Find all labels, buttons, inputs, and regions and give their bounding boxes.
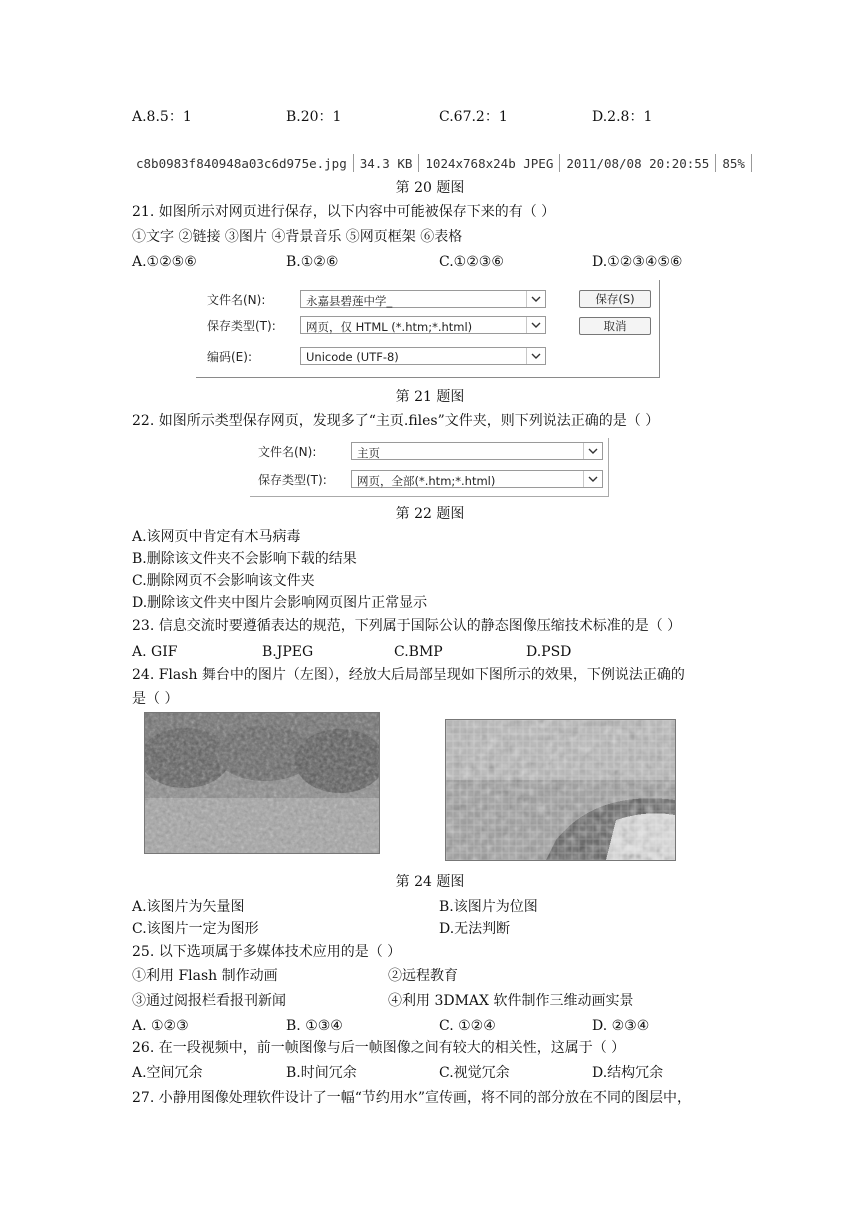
q24-option-c: C.该图片一定为图形 xyxy=(132,921,259,937)
save-dialog-q21 xyxy=(196,280,660,378)
type-value: 网页，全部(*.htm;*.html) xyxy=(357,474,496,488)
q26-stem: 26. 在一段视频中，前一帧图像与后一帧图像之间有较大的相关性，这属于（ ） xyxy=(132,1040,626,1056)
file-info-size: 34.3 KB xyxy=(359,155,413,171)
q25-item-1: ①利用 Flash 制作动画 xyxy=(132,968,278,984)
q22-option-d: D.删除该文件夹中图片会影响网页图片正常显示 xyxy=(132,595,428,611)
chevron-down-icon[interactable] xyxy=(583,443,602,459)
q25-option-c: C. ①②④ xyxy=(439,1018,496,1034)
q20-option-d: D.2.8：1 xyxy=(592,109,653,125)
type-label: 保存类型(T): xyxy=(207,319,276,333)
file-info-filename: c8b0983f840948a03c6d975e.jpg xyxy=(136,155,347,171)
q26-option-a: A.空间冗余 xyxy=(132,1065,203,1081)
q26-option-c: C.视觉冗余 xyxy=(439,1065,510,1081)
save-button[interactable]: 保存(S) xyxy=(579,290,651,308)
q25-option-d: D. ②③④ xyxy=(592,1018,650,1034)
q23-option-d: D.PSD xyxy=(526,644,572,660)
file-info-format: 1024x768x24b JPEG xyxy=(425,155,554,171)
encoding-label: 编码(E): xyxy=(207,350,252,364)
chevron-down-icon[interactable] xyxy=(526,291,545,307)
type-value: 网页，仅 HTML (*.htm;*.html) xyxy=(306,320,473,334)
q25-item-4: ④利用 3DMAX 软件制作三维动画实景 xyxy=(388,993,634,1009)
q24-stem-line2: 是（ ） xyxy=(132,691,179,707)
chevron-down-icon[interactable] xyxy=(583,471,602,487)
q23-option-a: A. GIF xyxy=(132,644,178,660)
encoding-combo[interactable] xyxy=(300,347,546,365)
encoding-value: Unicode (UTF-8) xyxy=(306,350,399,364)
file-info-datetime: 2011/08/08 20:20:55 xyxy=(566,155,710,171)
q25-option-a: A. ①②③ xyxy=(132,1018,189,1034)
chevron-down-icon[interactable] xyxy=(526,317,545,333)
q22-option-b: B.删除该文件夹不会影响下载的结果 xyxy=(132,551,357,567)
file-info-zoom: 85% xyxy=(722,155,745,171)
cancel-button[interactable]: 取消 xyxy=(579,317,651,335)
save-dialog-q22 xyxy=(250,438,609,497)
q24-option-a: A.该图片为矢量图 xyxy=(132,899,245,915)
file-info-bar xyxy=(130,152,752,174)
q24-stem-line1: 24. Flash 舞台中的图片（左图），经放大后局部呈现如下图所示的效果，下例说法正确的 xyxy=(132,667,685,683)
q21-option-b: B.①②⑥ xyxy=(286,254,339,270)
filename-label: 文件名(N): xyxy=(258,445,317,459)
type-combo[interactable] xyxy=(300,316,546,334)
filename-value: 主页 xyxy=(357,446,380,460)
q25-stem: 25. 以下选项属于多媒体技术应用的是（ ） xyxy=(132,944,402,960)
type-combo[interactable] xyxy=(351,470,603,488)
q25-item-2: ②远程教育 xyxy=(388,968,458,984)
type-label: 保存类型(T): xyxy=(258,473,327,487)
q25-option-b: B. ①③④ xyxy=(286,1018,343,1034)
filename-label: 文件名(N): xyxy=(207,293,266,307)
landscape-photo xyxy=(144,712,380,854)
filename-combo[interactable] xyxy=(300,290,546,308)
caption-22: 第 22 题图 xyxy=(395,506,465,522)
q21-option-c: C.①②③⑥ xyxy=(439,254,504,270)
q23-option-b: B.JPEG xyxy=(262,644,314,660)
divider xyxy=(751,154,752,172)
filename-value: 永嘉县碧莲中学_ xyxy=(306,294,393,308)
caption-21: 第 21 题图 xyxy=(395,389,465,405)
q26-option-b: B.时间冗余 xyxy=(286,1065,357,1081)
q20-option-c: C.67.2：1 xyxy=(439,109,508,125)
q27-stem: 27. 小静用图像处理软件设计了一幅“节约用水”宣传画，将不同的部分放在不同的图层中， xyxy=(132,1090,692,1106)
q24-option-b: B.该图片为位图 xyxy=(439,899,538,915)
chevron-down-icon[interactable] xyxy=(526,348,545,364)
q20-option-a: A.8.5：1 xyxy=(132,109,192,125)
caption-20: 第 20 题图 xyxy=(395,180,465,196)
q22-stem: 22. 如图所示类型保存网页，发现多了“主页.files”文件夹，则下列说法正确的是（ ） xyxy=(132,413,660,429)
q21-option-d: D.①②③④⑤⑥ xyxy=(592,254,683,270)
q23-stem: 23. 信息交流时要遵循表达的规范，下列属于国际公认的静态图像压缩技术标准的是（ ） xyxy=(132,618,682,634)
q21-option-a: A.①②⑤⑥ xyxy=(132,254,197,270)
q22-option-c: C.删除网页不会影响该文件夹 xyxy=(132,573,315,589)
q23-option-c: C.BMP xyxy=(394,644,443,660)
q26-option-d: D.结构冗余 xyxy=(592,1065,664,1081)
filename-combo[interactable] xyxy=(351,442,603,460)
q20-option-b: B.20：1 xyxy=(286,109,342,125)
q21-items: ①文字 ②链接 ③图片 ④背景音乐 ⑤网页框架 ⑥表格 xyxy=(132,229,463,245)
q25-item-3: ③通过阅报栏看报刊新闻 xyxy=(132,993,286,1009)
q24-option-d: D.无法判断 xyxy=(439,921,511,937)
q22-option-a: A.该网页中肯定有木马病毒 xyxy=(132,529,301,545)
caption-24: 第 24 题图 xyxy=(395,874,465,890)
q21-stem: 21. 如图所示对网页进行保存，以下内容中可能被保存下来的有（ ） xyxy=(132,204,556,220)
pixelated-zoom-photo xyxy=(445,719,676,861)
